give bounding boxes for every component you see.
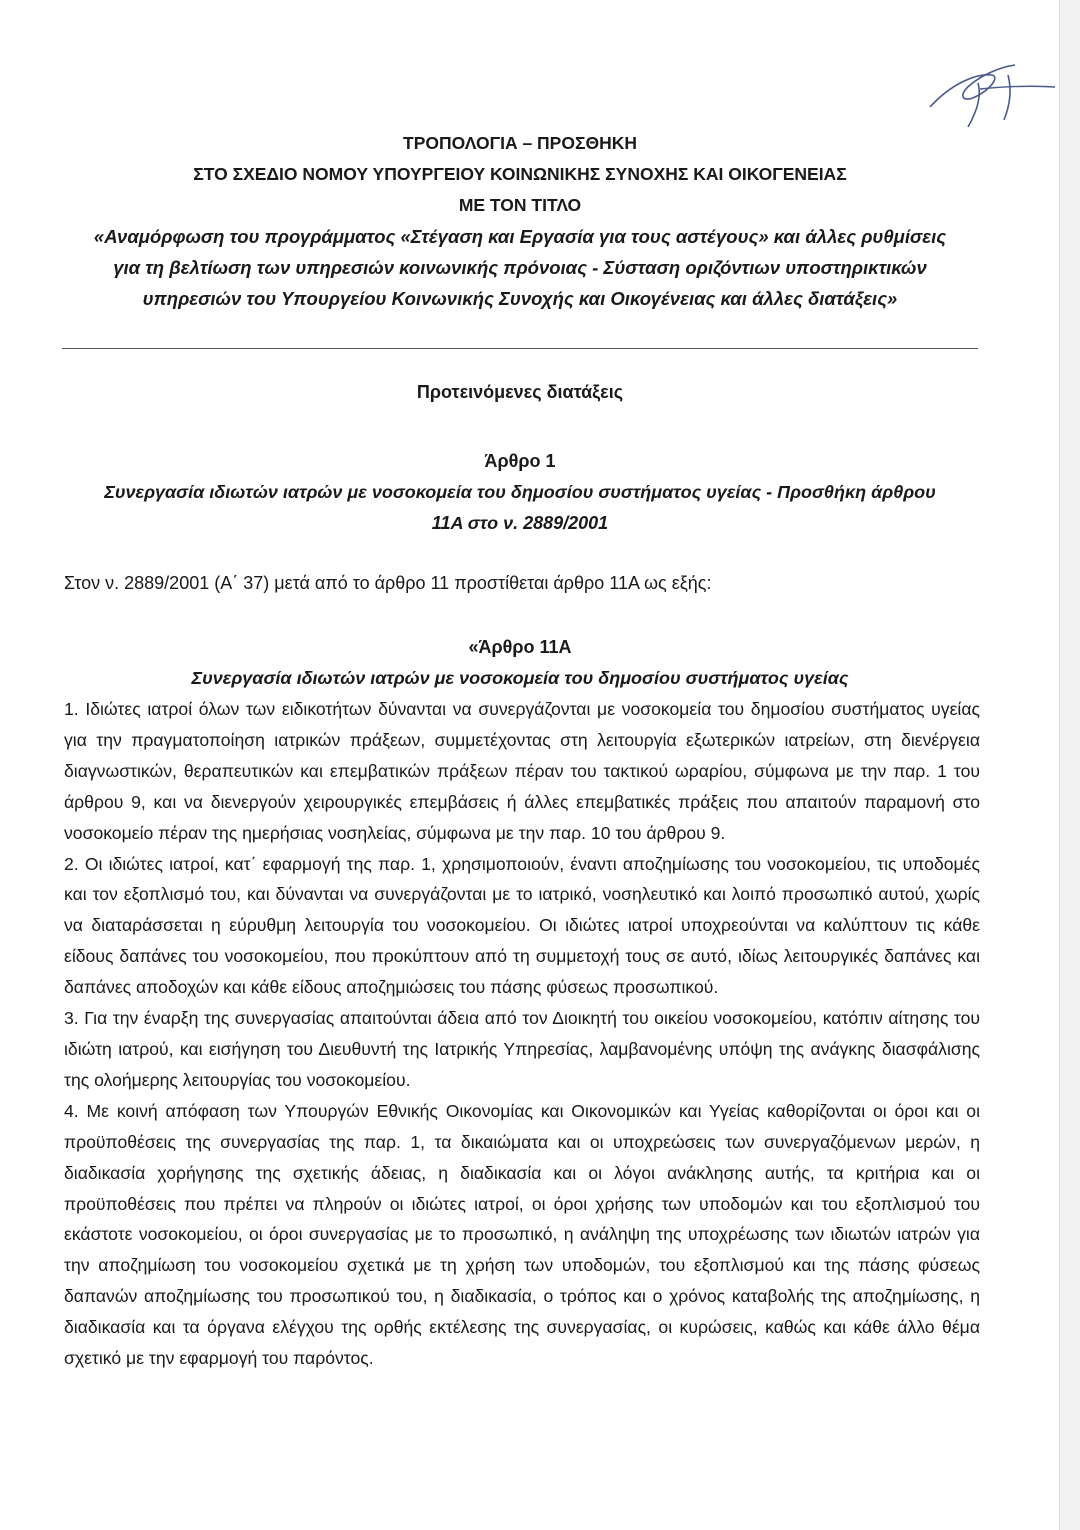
header-line-title-label: ΜΕ ΤΟΝ ΤΙΤΛΟ <box>458 195 582 215</box>
paragraph-1: 1. Ιδιώτες ιατροί όλων των ειδικοτήτων δύνανται να συνεργάζονται με νοσοκομεία του δημοσίου συστήματος υγείας για την πραγματοποίηση ιατρικών πράξεων, συμμετέχοντας στη λειτουργία εξωτερικών ιατρείων, στη διενέργεια διαγνωστικών, θεραπευτικών και επεμβατικών πράξεων πέραν του τακτικού ωραρίου, σύμφωνα με την παρ. 1 του άρθρου 9, και να διενεργούν χειρουργικές επεμβάσεις ή άλλες επεμβατικές πράξεις που απαιτούν παραμονή στο νοσοκομείο πέραν της ημερήσιας νοσηλείας, σύμφωνα με την παρ. 10 του άρθρου 9. <box>64 699 980 843</box>
article-number: Άρθρο 1 <box>484 451 556 471</box>
article-heading <box>60 446 980 539</box>
header-divider <box>62 348 978 349</box>
paragraph-2: 2. Οι ιδιώτες ιατροί, κατ΄ εφαρμογή της παρ. 1, χρησιμοποιούν, έναντι αποζημίωσης του νοσοκομείου, τις υποδομές και τον εξοπλισμό του, και δύνανται να συνεργάζονται με το ιατρικό, νοσηλευτικό και λοιπό προσωπικό αυτού, χωρίς να διαταράσσεται η εύρυθμη λειτουργία του νοσοκομείου. Οι ιδιώτες ιατροί υποχρεούνται να καλύπτουν τις κάθε είδους δαπάνες του νοσοκομείου, που προκύπτουν από τη συμμετοχή τους σε αυτό, ιδίως λειτουργικές δαπάνες και δαπάνες αποδοχών και κάθε είδους αποζημιώσεις του πάσης φύσεως προσωπικού. <box>64 853 980 998</box>
header-line-bill: ΣΤΟ ΣΧΕΔΙΟ ΝΟΜΟΥ ΥΠΟΥΡΓΕΙΟΥ ΚΟΙΝΩΝΙΚΗΣ ΣΥΝΟΧΗΣ ΚΑΙ ΟΙΚΟΓΕΝΕΙΑΣ <box>193 164 847 184</box>
proposed-provisions-heading: Προτεινόμενες διατάξεις <box>416 382 624 402</box>
new-article-title: Συνεργασία ιδιωτών ιατρών με νοσοκομεία του δημοσίου συστήματος υγείας <box>191 668 849 688</box>
article-intro: Στον ν. 2889/2001 (Α΄ 37) μετά από το άρθρο 11 προστίθεται άρθρο 11Α ως εξής: <box>64 573 712 593</box>
document-header <box>60 128 980 314</box>
paragraph-4: 4. Με κοινή απόφαση των Υπουργών Εθνικής Οικονομίας και Οικονομικών και Υγείας καθορίζονται οι όροι και οι προϋποθέσεις της συνεργασίας της παρ. 1, τα δικαιώματα και οι υποχρεώσεις των συνεργαζόμενων μερών, η διαδικασία χορήγησης της σχετικής άδειας, η διαδικασία και οι λόγοι ανάκλησης αυτής, τα κριτήρια και οι προϋποθέσεις που πρέπει να πληρούν οι ιδιώτες ιατροί, οι όροι χρήσης των υποδομών και του εξοπλισμού του εκάστοτε νοσοκομείου, οι όροι συνεργασίας με το προσωπικό, η ανάληψη της υποχρέωσης των ιδιωτών ιατρών για την αποζημίωση του νοσοκομείου σχετικά με τη χρήση των υποδομών, του εξοπλισμού και της πάσης φύσεως δαπανών αποζημίωσης του προσωπικού του, η διαδικασία, ο τρόπος και ο χρόνος καταβολής της αποζημίωσης, η διαδικασία και τα όργανα ελέγχου της ορθής εκτέλεσης της συνεργασίας, οι κυρώσεις, καθώς και κάθε άλλο θέμα σχετικό με την εφαρμογή του παρόντος. <box>64 1100 980 1369</box>
article-body <box>64 694 980 1374</box>
paragraph-3: 3. Για την έναρξη της συνεργασίας απαιτούνται άδεια από τον Διοικητή του οικείου νοσοκομείου, κατόπιν αίτησης του ιδιώτη ιατρού, και εισήγηση του Διευθυντή της Ιατρικής Υπηρεσίας, λαμβανομένης υπόψη της ανάγκης διασφάλισης της ολοήμερης λειτουργίας του νοσοκομείου. <box>64 1008 980 1090</box>
article-title: Συνεργασία ιδιωτών ιατρών με νοσοκομεία του δημοσίου συστήματος υγείας - Προσθήκη άρθρου 11Α στο ν. 2889/2001 <box>104 482 936 533</box>
header-line-amendment: ΤΡΟΠΟΛΟΓΙΑ – ΠΡΟΣΘΗΚΗ <box>403 133 637 153</box>
bill-title: «Αναμόρφωση του προγράμματος «Στέγαση και Εργασία για τους αστέγους» και άλλες ρυθμίσεις για τη βελτίωση των υπηρεσιών κοινωνικής πρόνοιας - Σύσταση οριζόντιων υποστηρικτικών υπηρεσιών του Υπουργείου Κοινωνικής Συνοχής και Οικογένειας και άλλες διατάξεις» <box>93 226 947 309</box>
new-article-number: «Άρθρο 11Α <box>468 637 572 657</box>
new-article-heading <box>60 632 980 694</box>
